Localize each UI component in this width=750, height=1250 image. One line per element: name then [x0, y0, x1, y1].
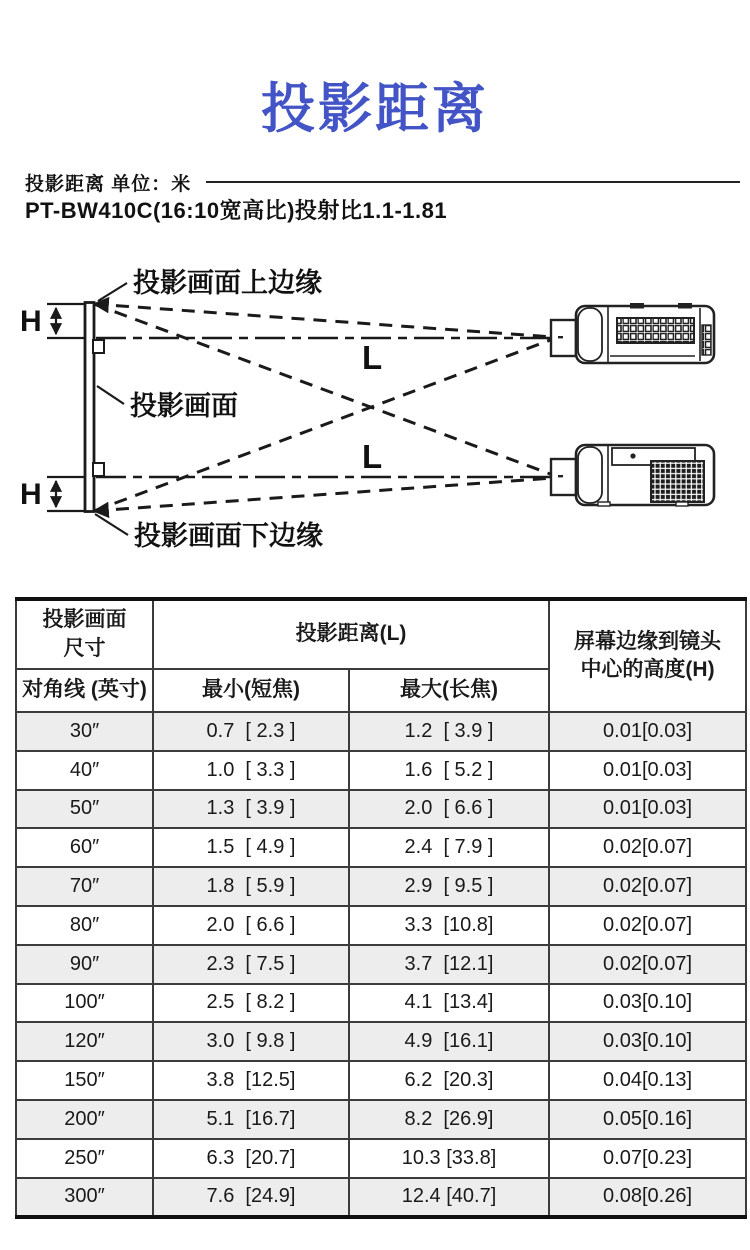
lens-height-cell: 0.01[0.03] — [549, 751, 746, 790]
header-screen-size-line2: 尺寸 — [63, 636, 106, 660]
screen-label: 投影画面 — [130, 391, 238, 421]
lens-height-cell: 0.07[0.23] — [549, 1139, 746, 1178]
size-cell: 300″ — [16, 1178, 153, 1218]
table-row — [16, 906, 746, 945]
max-distance-cell: 4.9 [16.1] — [349, 1022, 549, 1061]
min-distance-cell: 1.3 [ 3.9 ] — [153, 790, 349, 829]
size-cell: 100″ — [16, 984, 153, 1023]
max-distance-cell: 2.4 [ 7.9 ] — [349, 828, 549, 867]
table-row — [16, 1100, 746, 1139]
header-lens-height-line1: 屏幕边缘到镜头 — [574, 629, 722, 653]
lens-height-cell: 0.03[0.10] — [549, 1022, 746, 1061]
max-distance-cell: 3.7 [12.1] — [349, 945, 549, 984]
header-diagonal: 对角线 (英寸) — [16, 669, 153, 712]
table-row — [16, 1178, 746, 1218]
max-distance-cell: 10.3 [33.8] — [349, 1139, 549, 1178]
size-cell: 90″ — [16, 945, 153, 984]
model-label: PT-BW410C(16:10宽高比)投射比1.1-1.81 — [25, 198, 448, 223]
screen-notch-top — [93, 340, 104, 353]
l-label-bottom: L — [362, 438, 383, 475]
min-distance-cell: 6.3 [20.7] — [153, 1139, 349, 1178]
size-cell: 70″ — [16, 867, 153, 906]
min-distance-cell: 2.0 [ 6.6 ] — [153, 906, 349, 945]
header-screen-size-line1: 投影画面 — [42, 608, 127, 632]
lens-height-cell: 0.01[0.03] — [549, 790, 746, 829]
header-lens-height-line2: 中心的高度(H) — [580, 658, 715, 681]
screen-bar — [85, 303, 94, 512]
size-cell: 150″ — [16, 1061, 153, 1100]
header-min-focus: 最小(短焦) — [153, 669, 349, 712]
min-distance-cell: 1.8 [ 5.9 ] — [153, 867, 349, 906]
h-dimension-top — [47, 304, 84, 338]
size-cell: 60″ — [16, 828, 153, 867]
table-row — [16, 1139, 746, 1178]
size-cell: 120″ — [16, 1022, 153, 1061]
lens-height-cell: 0.02[0.07] — [549, 906, 746, 945]
lens-height-cell: 0.01[0.03] — [549, 712, 746, 751]
table-row — [16, 712, 746, 751]
max-distance-cell: 4.1 [13.4] — [349, 984, 549, 1023]
header-max-focus: 最大(长焦) — [349, 669, 549, 712]
table-row — [16, 751, 746, 790]
screen-notch-bottom — [93, 463, 104, 476]
projection-diagram — [0, 245, 750, 565]
table-header — [16, 599, 746, 712]
table-row — [16, 984, 746, 1023]
lens-height-cell: 0.02[0.07] — [549, 867, 746, 906]
top-edge-label: 投影画面上边缘 — [133, 268, 322, 298]
table-row — [16, 1061, 746, 1100]
lens-height-cell: 0.02[0.07] — [549, 945, 746, 984]
min-distance-cell: 2.3 [ 7.5 ] — [153, 945, 349, 984]
projector-illustration-top — [551, 303, 714, 363]
table-row — [16, 828, 746, 867]
size-cell: 50″ — [16, 790, 153, 829]
lens-height-cell: 0.03[0.10] — [549, 984, 746, 1023]
max-distance-cell: 3.3 [10.8] — [349, 906, 549, 945]
projection-distance-table — [15, 597, 747, 1219]
max-distance-cell: 2.9 [ 9.5 ] — [349, 867, 549, 906]
size-cell: 30″ — [16, 712, 153, 751]
max-distance-cell: 12.4 [40.7] — [349, 1178, 549, 1218]
unit-label: 投影距离 单位：米 — [25, 174, 192, 195]
table-row — [16, 790, 746, 829]
divider-rule — [206, 181, 740, 183]
lens-height-cell: 0.04[0.13] — [549, 1061, 746, 1100]
h-label-top: H — [20, 305, 42, 338]
max-distance-cell: 2.0 [ 6.6 ] — [349, 790, 549, 829]
min-distance-cell: 3.8 [12.5] — [153, 1061, 349, 1100]
header-projection-distance: 投影距离(L) — [153, 599, 549, 669]
min-distance-cell: 2.5 [ 8.2 ] — [153, 984, 349, 1023]
bottom-edge-label: 投影画面下边缘 — [134, 521, 323, 551]
table-row — [16, 945, 746, 984]
size-cell: 250″ — [16, 1139, 153, 1178]
leader-lines — [95, 283, 128, 535]
size-cell: 200″ — [16, 1100, 153, 1139]
lens-height-cell: 0.05[0.16] — [549, 1100, 746, 1139]
lens-height-cell: 0.02[0.07] — [549, 828, 746, 867]
max-distance-cell: 1.6 [ 5.2 ] — [349, 751, 549, 790]
min-distance-cell: 7.6 [24.9] — [153, 1178, 349, 1218]
projector-illustration-bottom — [551, 445, 714, 506]
l-label-top: L — [362, 339, 383, 376]
max-distance-cell: 8.2 [26.9] — [349, 1100, 549, 1139]
lens-height-cell: 0.08[0.26] — [549, 1178, 746, 1218]
h-dimension-bottom — [47, 477, 84, 511]
page-title: 投影距离 — [261, 79, 489, 139]
table-row — [16, 1022, 746, 1061]
min-distance-cell: 3.0 [ 9.8 ] — [153, 1022, 349, 1061]
min-distance-cell: 1.5 [ 4.9 ] — [153, 828, 349, 867]
spec-table-body — [16, 712, 746, 1217]
min-distance-cell: 5.1 [16.7] — [153, 1100, 349, 1139]
max-distance-cell: 6.2 [20.3] — [349, 1061, 549, 1100]
header-screen-size — [16, 599, 153, 669]
size-cell: 80″ — [16, 906, 153, 945]
h-label-bottom: H — [20, 478, 42, 511]
max-distance-cell: 1.2 [ 3.9 ] — [349, 712, 549, 751]
min-distance-cell: 1.0 [ 3.3 ] — [153, 751, 349, 790]
min-distance-cell: 0.7 [ 2.3 ] — [153, 712, 349, 751]
table-row — [16, 867, 746, 906]
size-cell: 40″ — [16, 751, 153, 790]
header-lens-height — [549, 599, 746, 712]
